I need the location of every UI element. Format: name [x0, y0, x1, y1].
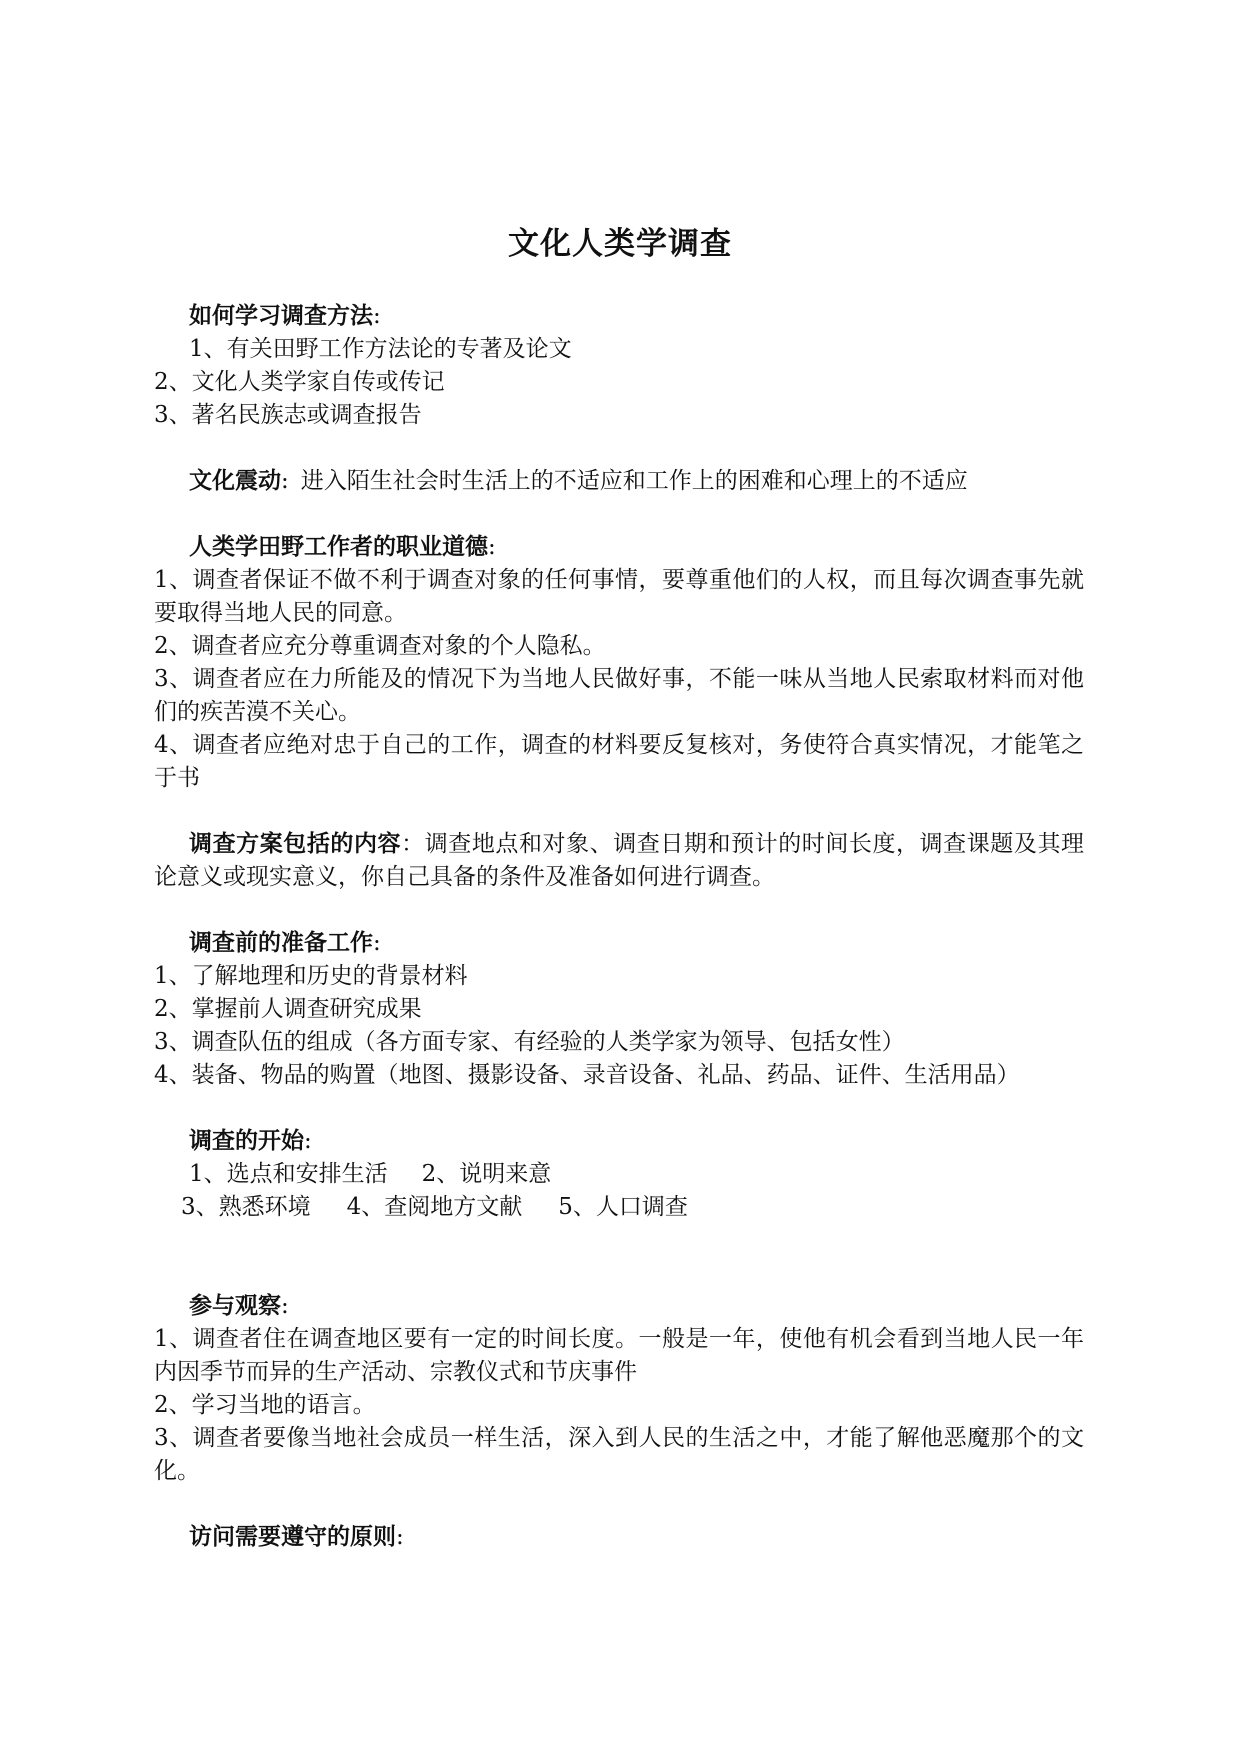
start-heading: 调查的开始 [189, 1128, 304, 1154]
start-item: 1、选点和安排生活 [189, 1161, 388, 1187]
start-item: 4、查阅地方文献 [346, 1194, 523, 1220]
section-preparation [154, 927, 1084, 1092]
interview-colon: : [396, 1524, 404, 1550]
section-plan [154, 828, 1084, 894]
document-body [154, 300, 1084, 1587]
section-observation [154, 1290, 1084, 1488]
observe-item: 2、学习当地的语言。 [154, 1392, 376, 1418]
start-colon: : [304, 1128, 312, 1154]
section-methods [154, 300, 1084, 432]
section-culture-shock [154, 465, 1084, 498]
methods-item: 2、文化人类学家自传或传记 [154, 369, 445, 395]
ethics-item: 2、调查者应充分尊重调查对象的个人隐私。 [154, 633, 606, 659]
ethics-colon: : [488, 534, 496, 560]
ethics-heading: 人类学田野工作者的职业道德 [189, 534, 488, 560]
prep-item: 1、了解地理和历史的背景材料 [154, 963, 468, 989]
shock-heading: 文化震动 [189, 468, 281, 494]
plan-colon: ： [401, 831, 425, 857]
methods-item: 3、著名民族志或调查报告 [154, 402, 422, 428]
start-item: 5、人口调查 [558, 1194, 688, 1220]
methods-item: 1、有关田野工作方法论的专著及论文 [189, 336, 572, 362]
prep-heading: 调查前的准备工作 [189, 930, 373, 956]
prep-item: 4、装备、物品的购置（地图、摄影设备、录音设备、礼品、药品、证件、生活用品） [154, 1062, 1020, 1088]
interview-heading: 访问需要遵守的原则 [189, 1524, 396, 1550]
methods-colon: : [373, 303, 381, 329]
prep-colon: : [373, 930, 381, 956]
observe-colon: : [281, 1293, 289, 1319]
plan-text: 调查地点和对象、调查日期和预计的时间长度，调查课题及其理论意义或现实意义，你自己具备的条件及准备如何进行调查。 [154, 831, 1085, 890]
observe-item: 3、调查者要像当地社会成员一样生活，深入到人民的生活之中，才能了解他恶魔那个的文化。 [154, 1425, 1084, 1484]
section-start [154, 1125, 1084, 1224]
shock-colon: : [281, 468, 289, 494]
ethics-item: 1、调查者保证不做不利于调查对象的任何事情，要尊重他们的人权，而且每次调查事先就要取得当地人民的同意。 [154, 567, 1084, 626]
prep-item: 3、调查队伍的组成（各方面专家、有经验的人类学家为领导、包括女性） [154, 1029, 905, 1055]
ethics-item: 3、调查者应在力所能及的情况下为当地人民做好事，不能一味从当地人民索取材料而对他们的疾苦漠不关心。 [154, 666, 1084, 725]
document-title: 文化人类学调查 [508, 226, 732, 262]
methods-heading: 如何学习调查方法 [189, 303, 373, 329]
section-ethics [154, 531, 1084, 795]
start-item: 2、说明来意 [421, 1161, 552, 1187]
plan-heading: 调查方案包括的内容 [189, 831, 402, 857]
observe-heading: 参与观察 [189, 1293, 281, 1319]
ethics-item: 4、调查者应绝对忠于自己的工作，调查的材料要反复核对，务使符合真实情况，才能笔之于书 [154, 732, 1084, 791]
observe-item: 1、调查者住在调查地区要有一定的时间长度。一般是一年，使他有机会看到当地人民一年内因季节而异的生产活动、宗教仪式和节庆事件 [154, 1326, 1084, 1385]
shock-text: 进入陌生社会时生活上的不适应和工作上的困难和心理上的不适应 [300, 468, 968, 494]
start-item: 3、熟悉环境 [181, 1194, 311, 1220]
section-interview [154, 1521, 1084, 1554]
prep-item: 2、掌握前人调查研究成果 [154, 996, 422, 1022]
